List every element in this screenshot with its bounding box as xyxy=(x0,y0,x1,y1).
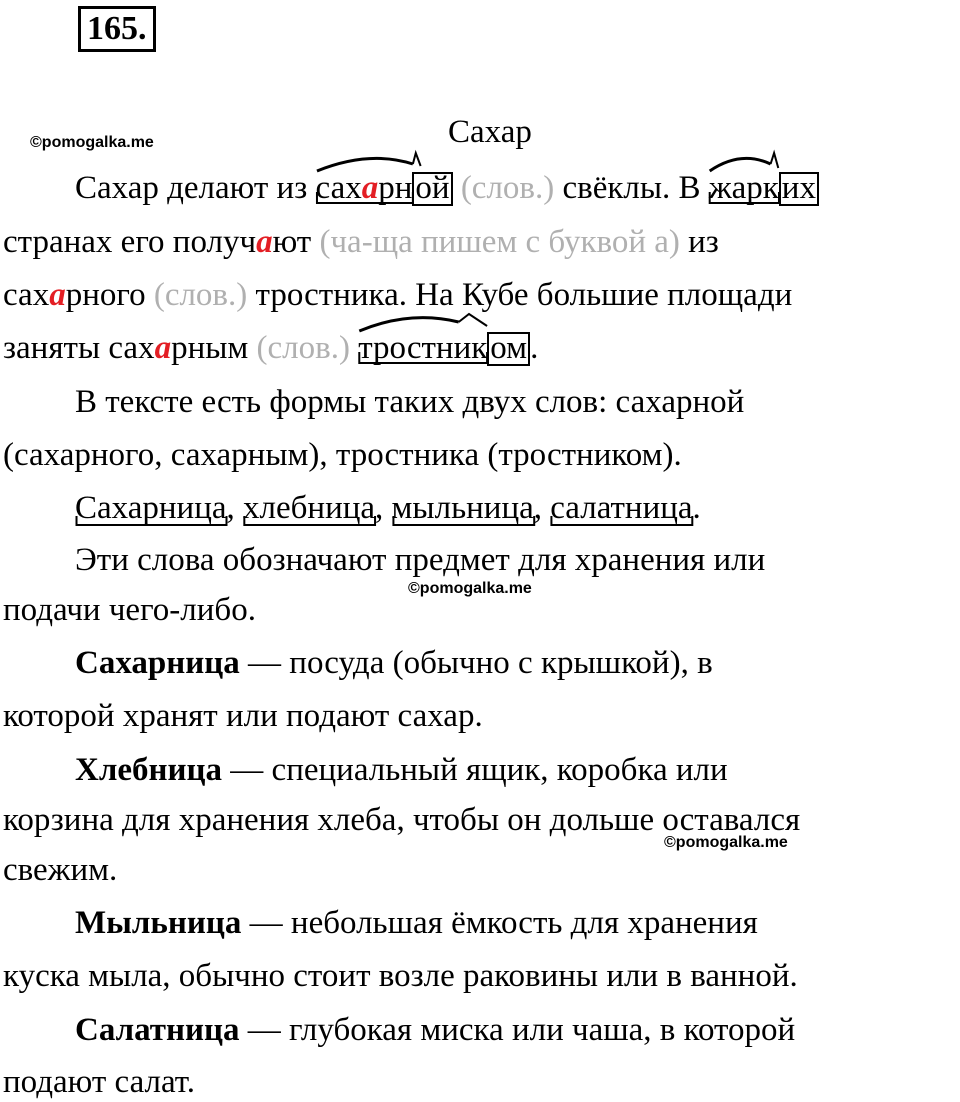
text-fragment: сах xyxy=(3,277,50,313)
text-fragment: рным xyxy=(171,330,257,366)
ending-box: их xyxy=(779,172,819,206)
p1-line-3 xyxy=(3,275,792,315)
root-zhar xyxy=(709,168,779,208)
root-arc-icon xyxy=(358,316,487,332)
word-part: жарк xyxy=(708,170,779,206)
note-dictionary: (слов.) xyxy=(153,277,248,313)
suffix-mark-icon xyxy=(358,352,487,364)
highlight-letter: а xyxy=(361,170,379,206)
def-text: — небольшая ёмкость для хранения xyxy=(241,905,758,941)
note-dictionary: (слов.) xyxy=(460,170,555,206)
p1-line-2 xyxy=(3,222,719,262)
word-salatnitsa xyxy=(550,488,692,528)
ending-box: ой xyxy=(412,172,452,206)
text-fragment: ют xyxy=(272,224,320,260)
separator: , xyxy=(226,490,243,526)
exercise-number: 165. xyxy=(78,6,156,52)
p4-line-1: Эти слова обозначают предмет для хранения или xyxy=(75,542,766,578)
def-term: Мыльница xyxy=(75,905,242,941)
def-text: — глубокая миска или чаша, в которой xyxy=(239,1012,796,1048)
p4-line-2: подачи чего-либо. xyxy=(3,592,256,628)
suffix-mark-icon xyxy=(316,192,413,204)
def-hlebnitsa-line-1 xyxy=(75,750,728,790)
def-saharnitsa-line-2: которой хранят или подают сахар. xyxy=(3,698,483,734)
ending-box: ом xyxy=(487,332,530,366)
highlight-letter: а xyxy=(49,277,66,313)
note-dictionary: (слов.) xyxy=(256,330,350,366)
word-saharnoy xyxy=(316,168,453,208)
word-text: хлебница xyxy=(243,490,376,526)
text-fragment: заняты сах xyxy=(3,330,155,366)
def-hlebnitsa-line-2: корзина для хранения хлеба, чтобы он дольше оставался xyxy=(3,802,801,838)
separator: , xyxy=(375,490,392,526)
word-zharkih xyxy=(709,168,819,208)
suffix-mark-icon xyxy=(243,516,375,526)
root-trostn xyxy=(358,328,487,368)
highlight-letter: а xyxy=(256,224,273,260)
word-text: салатница xyxy=(550,490,693,526)
suffix-mark-icon xyxy=(392,516,534,526)
root-sahar xyxy=(316,168,413,208)
word-text: Сахарница xyxy=(75,490,227,526)
p1-line-4 xyxy=(3,328,538,368)
suffix-mark-icon xyxy=(709,192,779,204)
word-trostnikom xyxy=(358,328,530,368)
text-title: Сахар xyxy=(448,114,532,150)
p3-line-1 xyxy=(75,488,701,528)
def-mylnitsa-line-2: куска мыла, обычно стоит возле раковины или в ванной. xyxy=(3,958,798,994)
p2-line-2: (сахарного, сахарным), тростника (тростником). xyxy=(3,437,682,473)
suffix-mark-icon xyxy=(550,516,692,526)
root-arc-icon xyxy=(709,156,779,172)
p2-line-1: В тексте есть формы таких двух слов: сахарной xyxy=(75,384,745,420)
watermark-top: ©pomogalka.me xyxy=(30,134,154,151)
watermark-bottom: ©pomogalka.me xyxy=(664,834,788,851)
note-rule: (ча-ща пишем с буквой а) xyxy=(319,224,680,260)
highlight-letter: а xyxy=(154,330,172,366)
def-text: — посуда (обычно с крышкой), в xyxy=(239,645,713,681)
separator: , xyxy=(533,490,551,526)
def-term: Сахарница xyxy=(75,645,240,681)
def-hlebnitsa-line-3: свежим. xyxy=(3,852,118,888)
def-salatnitsa-line-2: подают салат. xyxy=(3,1064,195,1100)
word-part: рн xyxy=(378,170,413,206)
word-part: сах xyxy=(315,170,362,206)
text-fragment: рного xyxy=(65,277,154,313)
def-text: — специальный ящик, коробка или xyxy=(222,752,728,788)
suffix-mark-icon xyxy=(75,516,227,526)
text-fragment: . xyxy=(530,330,539,366)
word-text: мыльница xyxy=(391,490,534,526)
watermark-middle: ©pomogalka.me xyxy=(408,580,532,597)
text-fragment: тростника. На Кубе большие площади xyxy=(247,277,793,313)
text-fragment: Сахар делают из xyxy=(75,170,316,206)
text-fragment: из xyxy=(679,224,719,260)
word-mylnitsa xyxy=(392,488,534,528)
def-salatnitsa-line-1 xyxy=(75,1010,795,1050)
text-fragment: странах его получ xyxy=(3,224,257,260)
word-hlebnitsa xyxy=(243,488,375,528)
p1-line-1 xyxy=(75,168,819,208)
word-part: тростник xyxy=(358,330,488,366)
def-saharnitsa-line-1 xyxy=(75,643,713,683)
def-term: Хлебница xyxy=(75,752,223,788)
def-term: Салатница xyxy=(75,1012,240,1048)
text-fragment: свёклы. В xyxy=(554,170,709,206)
text-fragment: . xyxy=(692,490,701,526)
word-saharnitsa xyxy=(75,488,227,528)
root-arc-icon xyxy=(316,156,413,172)
def-mylnitsa-line-1 xyxy=(75,903,758,943)
